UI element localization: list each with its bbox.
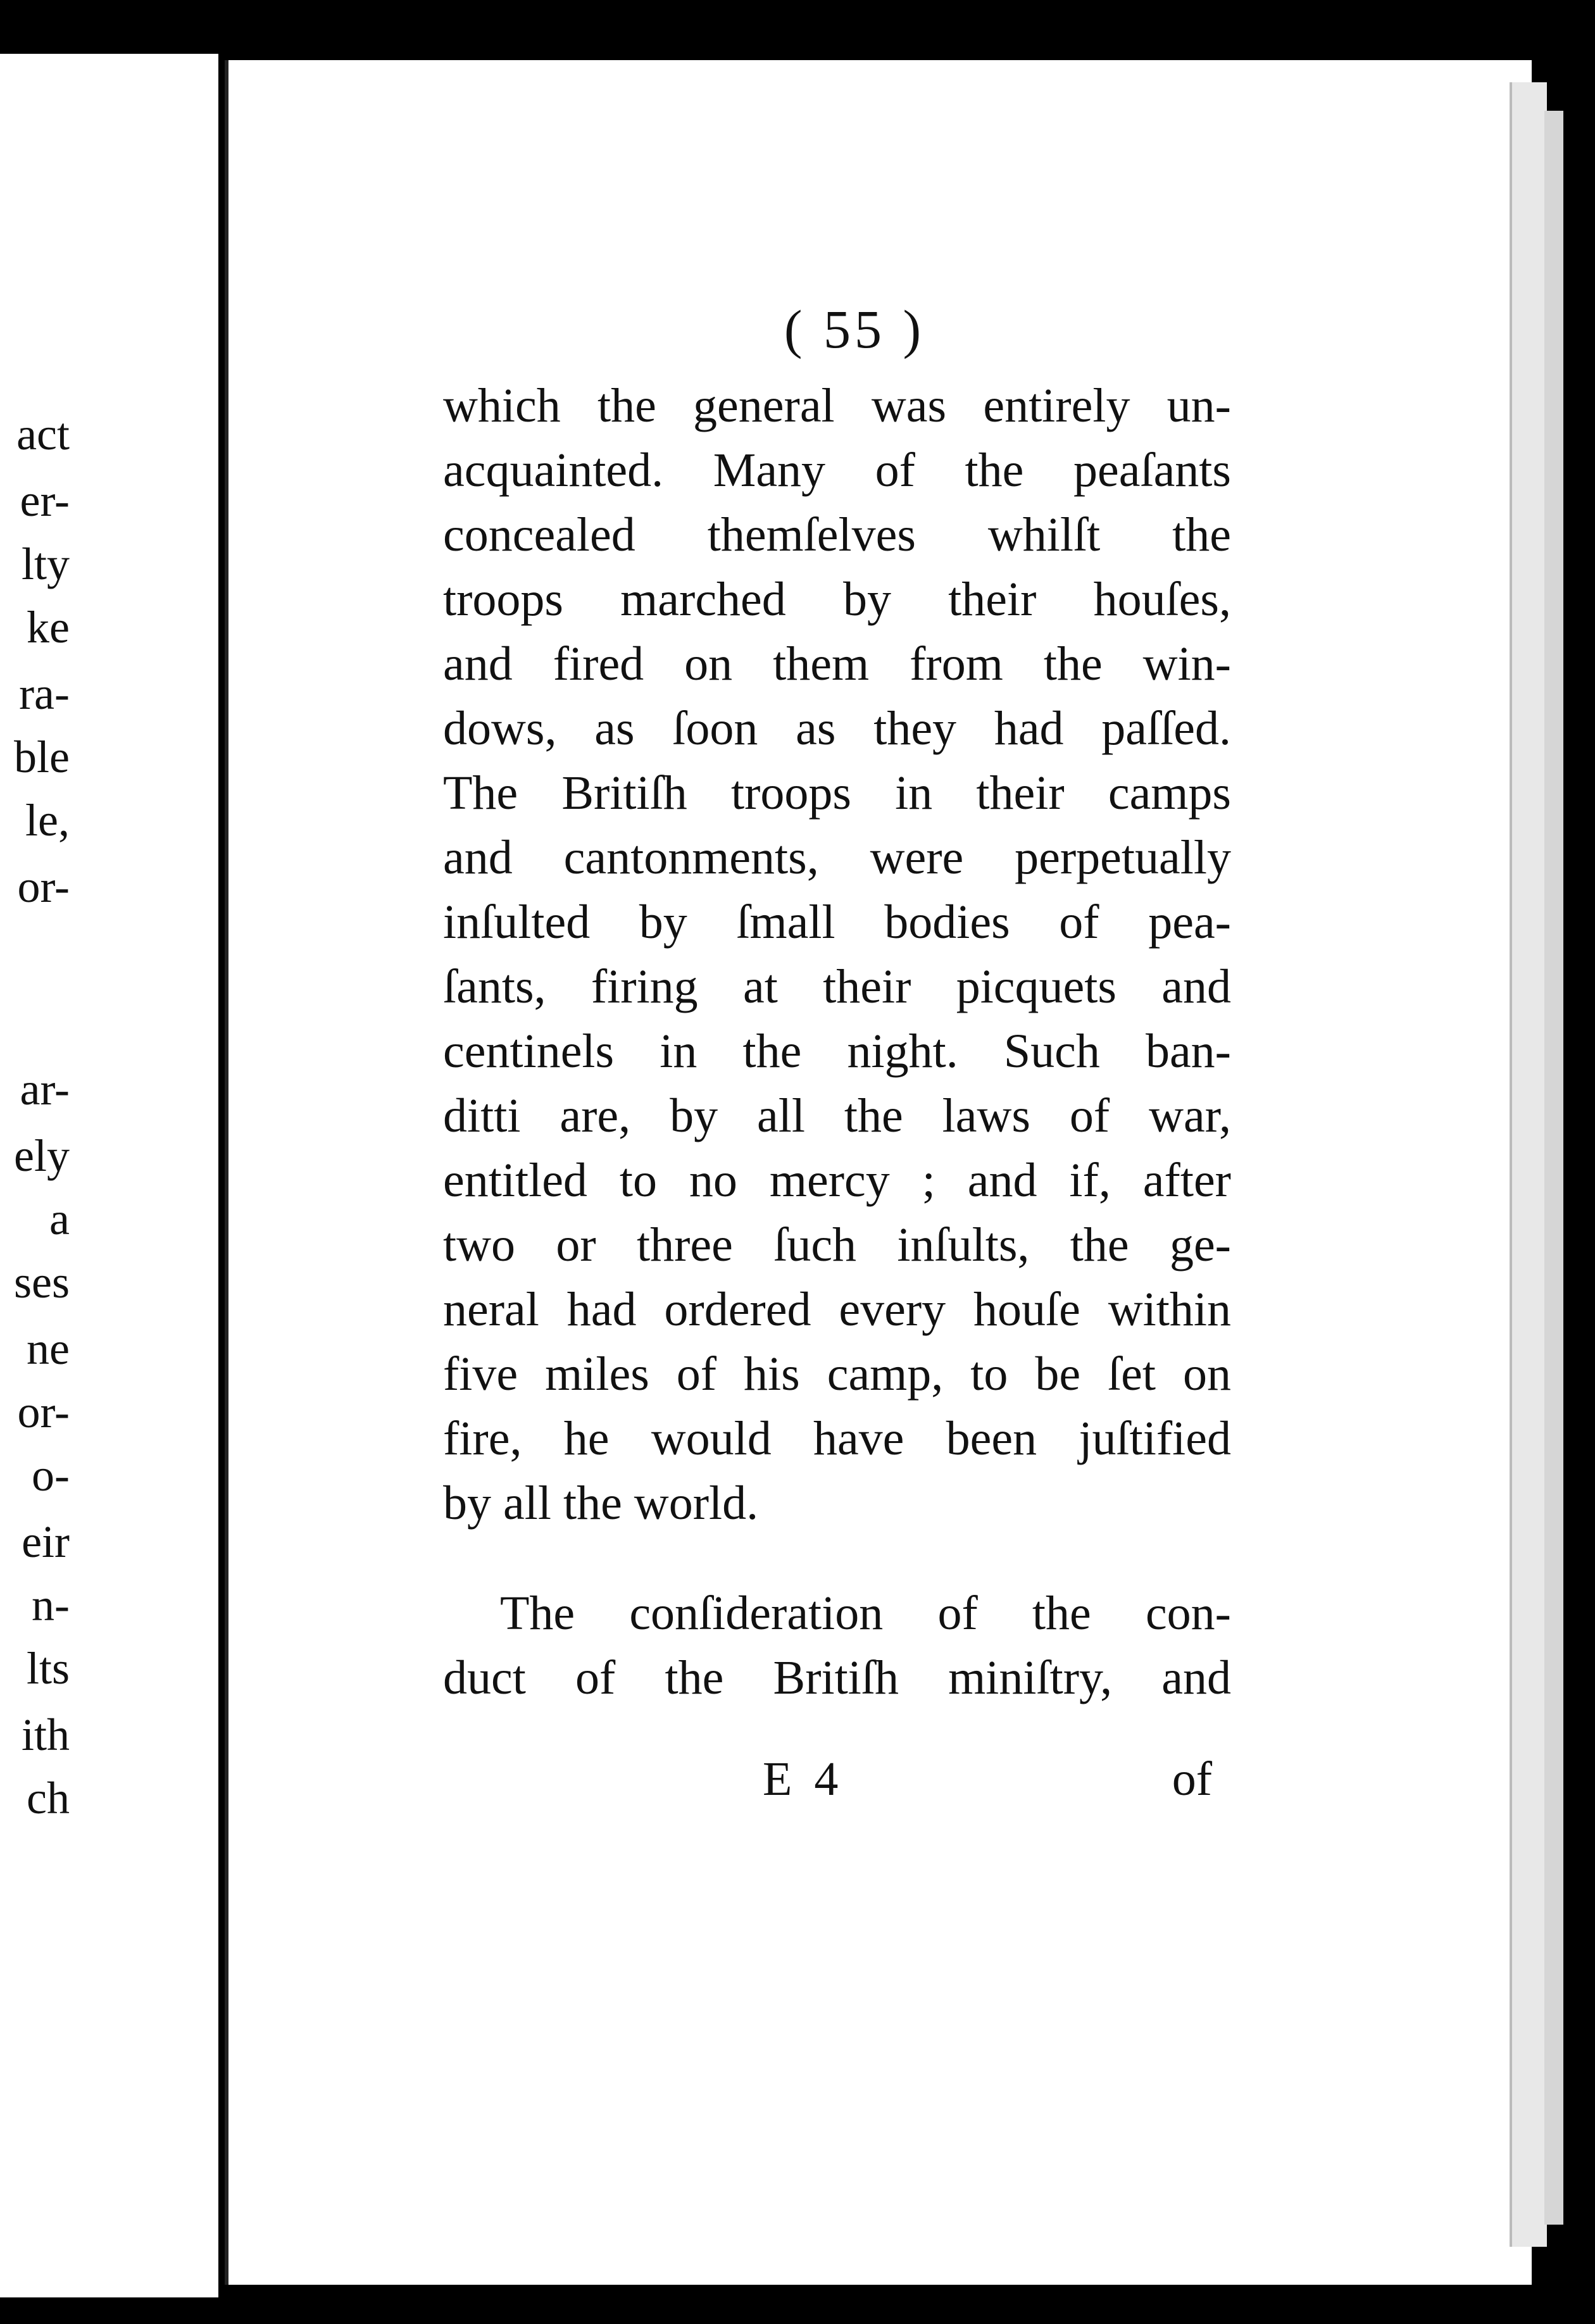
facing-page-fragment: a	[49, 1194, 70, 1244]
page-number: ( 55 )	[784, 299, 925, 359]
facing-page-fragment: lty	[21, 539, 70, 589]
text-line: duct of the Britiſh miniſtry, and	[443, 1651, 1231, 1704]
page-edge	[1510, 82, 1547, 2247]
signature-mark: E 4	[763, 1752, 844, 1806]
facing-page-fragment: ble	[14, 732, 70, 782]
text-line: which the general was entirely un-	[443, 379, 1231, 432]
text-line: The conſideration of the con-	[500, 1587, 1231, 1640]
facing-page-fragment: eir	[22, 1516, 70, 1567]
facing-page-fragment: ke	[27, 602, 70, 653]
text-line: dows, as ſoon as they had paſſed.	[443, 702, 1231, 755]
page-edge-shadow	[1544, 111, 1563, 2225]
facing-page-fragment: or-	[17, 1387, 70, 1437]
facing-page-fragment: or-	[17, 861, 70, 912]
facing-page-fragment: er-	[20, 475, 70, 526]
facing-page-fragment: ses	[14, 1257, 70, 1308]
text-line: entitled to no mercy ; and if, after	[443, 1154, 1231, 1207]
text-line: inſulted by ſmall bodies of pea-	[443, 896, 1231, 949]
facing-page-fragment: ar-	[20, 1064, 70, 1115]
text-line: centinels in the night. Such ban-	[443, 1025, 1231, 1078]
paragraph-1	[443, 373, 1231, 1535]
text-line: ſants, firing at their picquets and	[443, 960, 1231, 1013]
facing-page-fragment: le,	[25, 795, 70, 846]
facing-page-fragment: ch	[27, 1773, 70, 1823]
text-line: fire, he would have been juſtified	[443, 1412, 1231, 1465]
page-footer	[443, 1747, 1231, 1811]
paragraph-2	[443, 1581, 1231, 1710]
text-line: neral had ordered every houſe within	[443, 1283, 1231, 1336]
facing-page-fragment: ith	[21, 1709, 70, 1760]
text-line: troops marched by their houſes,	[443, 573, 1231, 626]
gutter	[218, 54, 225, 2297]
text-line: by all the world.	[443, 1477, 759, 1530]
text-line: The Britiſh troops in their camps	[443, 766, 1231, 820]
text-line: acquainted. Many of the peaſants	[443, 444, 1231, 497]
facing-page-fragment: n-	[32, 1580, 70, 1630]
facing-page-fragment: act	[16, 409, 70, 459]
facing-page-fragment: ra-	[19, 668, 70, 719]
facing-page-fragment: ne	[27, 1323, 70, 1374]
text-line: ditti are, by all the laws of war,	[443, 1089, 1231, 1142]
text-line: two or three ſuch inſults, the ge-	[443, 1218, 1231, 1271]
text-line: five miles of his camp, to be ſet on	[443, 1347, 1231, 1401]
body-text	[443, 373, 1231, 1710]
text-line: and fired on them from the win-	[443, 637, 1231, 690]
text-line: concealed themſelves whilſt the	[443, 508, 1231, 561]
facing-page-fragment: lts	[26, 1643, 70, 1694]
text-line: and cantonments, were perpetually	[443, 831, 1231, 884]
catchword: of	[1172, 1752, 1212, 1806]
facing-page-fragment: o-	[32, 1450, 70, 1501]
facing-page-fragment: ely	[14, 1130, 70, 1181]
